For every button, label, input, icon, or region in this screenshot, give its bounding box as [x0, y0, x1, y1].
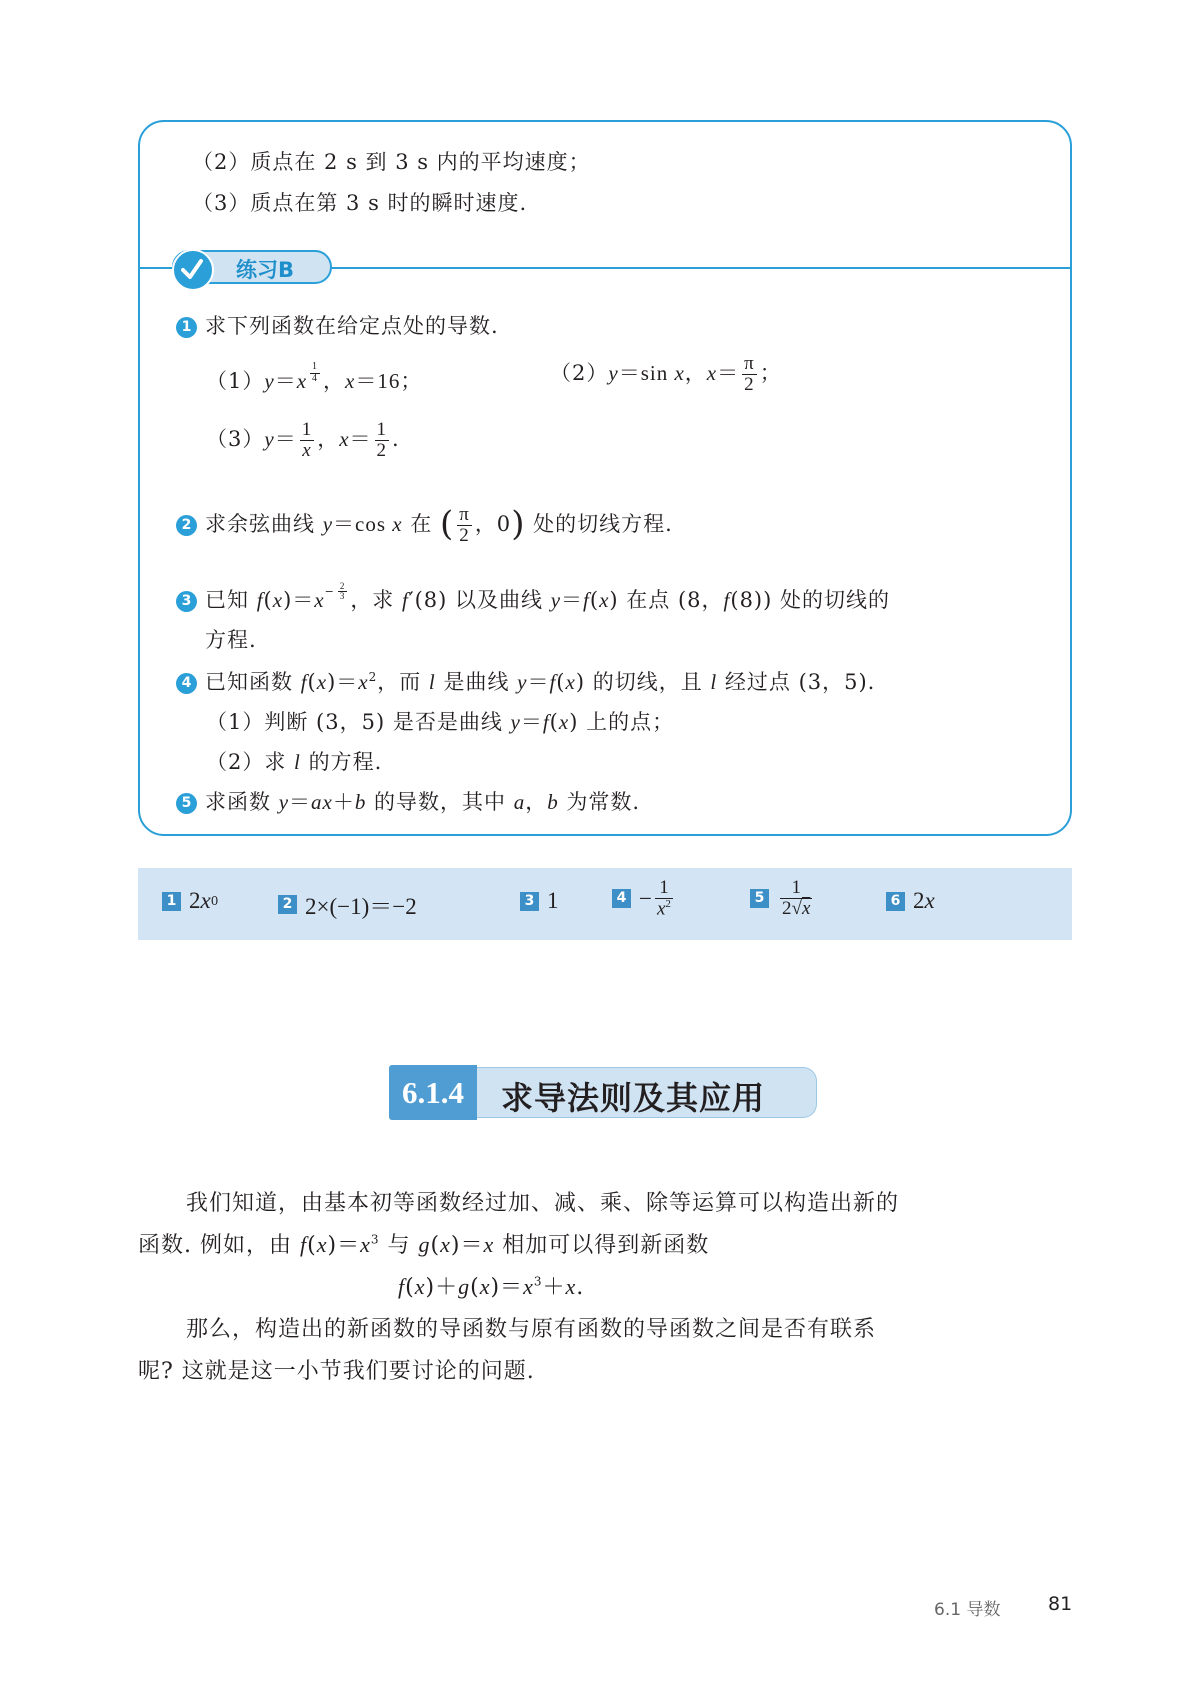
question-1-text: 求下列函数在给定点处的导数. [205, 314, 499, 338]
page-number: 81 [1048, 1593, 1073, 1615]
section-title: 求导法则及其应用 [501, 1079, 766, 1117]
question-2: 2 求余弦曲线 y＝cos x 在 ( $\frac{\pi}{2}$ ，0) 处的切线方程. [176, 504, 673, 546]
answer-strip [138, 868, 1072, 940]
answer-number: 4 [612, 889, 631, 908]
check-icon [172, 249, 214, 291]
answer-2: 2 2×(−1)＝−2 [278, 888, 417, 921]
question-number-2: 2 [176, 515, 197, 536]
question-4: 4 已知函数 $f(x)=x^2$，而 l 是曲线 y＝f(x) 的切线，且 l 经过点 (3，5). [176, 666, 875, 696]
question-1-part-1: （1）y＝x $^{\frac{1}{4}}$ ，x＝16； [206, 361, 423, 393]
practice-b-badge [172, 250, 332, 284]
answer-number: 5 [750, 889, 769, 908]
badge-label: 练习B [236, 258, 295, 282]
answer-number: 3 [520, 892, 539, 911]
question-3-line-2: 方程. [205, 628, 257, 652]
paragraph-2-line-1: 那么，构造出的新函数的导函数与原有函数的导函数之间是否有联系 [186, 1317, 877, 1342]
question-number-4: 4 [176, 673, 197, 694]
exercise-line-3: （3）质点在第 3 s 时的瞬时速度. [192, 191, 528, 215]
question-number-5: 5 [176, 793, 197, 814]
question-4-part-2: （2）求 l 的方程. [206, 750, 383, 774]
question-1 [176, 310, 499, 340]
question-number-3: 3 [176, 591, 197, 612]
answer-number: 1 [162, 892, 181, 911]
exercise-line-2: （2）质点在 2 s 到 3 s 内的平均速度； [192, 150, 591, 174]
question-2-tail: 处的切线方程. [533, 512, 673, 536]
answer-6: 6 2 x [886, 888, 935, 914]
answer-number: 6 [886, 892, 905, 911]
question-5: 5 求函数 y＝ax＋b 的导数，其中 a，b 为常数. [176, 786, 640, 816]
answer-1: 1 2 x 0 [162, 888, 218, 914]
question-1-part-3: （3）y＝ $\frac{1}{x}$ ，x＝ $\frac{1}{2}$ . [206, 419, 400, 461]
question-1-part-2: （2）y＝sin x，x＝ $\frac{\pi}{2}$ ； [550, 353, 782, 395]
exercise-box [138, 120, 1072, 836]
paragraph-1-line-1: 我们知道，由基本初等函数经过加、减、乘、除等运算可以构造出新的 [186, 1191, 900, 1216]
question-2-text: 求余弦曲线 y＝cos x 在 [205, 512, 440, 536]
answer-4: 4 − $\frac{1}{x^2}$ [612, 878, 676, 919]
question-4-part-1: （1）判断 (3，5) 是否是曲线 y＝f(x) 上的点； [206, 710, 675, 734]
section-heading [389, 1065, 822, 1120]
answer-3: 3 1 [520, 888, 559, 914]
question-number-1: 1 [176, 317, 197, 338]
answer-number: 2 [278, 895, 297, 914]
question-3: 3 已知 $f(x)=x^{- \frac{2}{3}}$ ，求 f′(8) 以及曲线 y＝f(x) 在点 (8，f(8)) 处的切线的 [176, 582, 890, 614]
display-formula: $f(x)+g(x)=x^3+x$. [398, 1274, 585, 1300]
section-number: 6.1.4 [389, 1065, 477, 1120]
paragraph-1-line-2: 函数. 例如，由 $f(x)=x^3$ 与 g(x)＝x 相加可以得到新函数 [138, 1232, 710, 1258]
footer-chapter: 6.1 导数 [934, 1600, 1001, 1620]
answer-5: 5 $\frac{1}{2√x}$ [750, 878, 815, 919]
paragraph-2-line-2: 呢? 这就是这一小节我们要讨论的问题. [138, 1359, 535, 1384]
